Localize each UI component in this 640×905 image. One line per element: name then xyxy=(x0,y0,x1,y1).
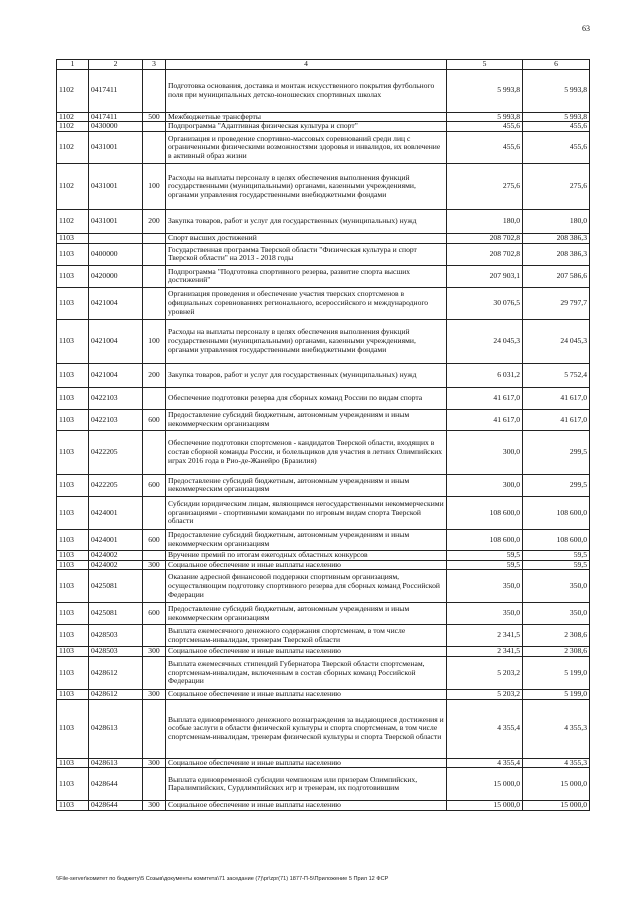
section-code-cell: 1103 xyxy=(57,430,89,474)
target-item-code-cell: 0424002 xyxy=(89,560,143,570)
amount-cell-col6: 4 355,3 xyxy=(523,758,590,768)
expense-type-code-cell: 200 xyxy=(143,210,166,234)
table-row xyxy=(57,319,590,363)
amount-cell-col6: 350,0 xyxy=(523,570,590,603)
table-row xyxy=(57,625,590,647)
table-row xyxy=(57,243,590,265)
expense-type-code-cell: 300 xyxy=(143,758,166,768)
amount-cell-col5: 6 031,2 xyxy=(447,363,523,387)
section-code-cell: 1102 xyxy=(57,132,89,164)
expense-type-code-cell xyxy=(143,387,166,409)
table-row xyxy=(57,474,590,496)
amount-cell-col6: 4 355,3 xyxy=(523,699,590,758)
section-code-cell: 1103 xyxy=(57,801,89,811)
section-code-cell: 1103 xyxy=(57,699,89,758)
amount-cell-col5: 5 203,2 xyxy=(447,657,523,690)
table-row xyxy=(57,164,590,210)
amount-cell-col5: 180,0 xyxy=(447,210,523,234)
amount-cell-col5: 207 903,1 xyxy=(447,265,523,287)
section-code-cell: 1103 xyxy=(57,647,89,657)
target-item-code-cell: 0425081 xyxy=(89,603,143,625)
item-name-cell: Обеспечение подготовки резерва для сборных команд России по видам спорта xyxy=(166,387,447,409)
amount-cell-col6: 5 752,4 xyxy=(523,363,590,387)
item-name-cell: Государственная программа Тверской области "Физическая культура и спорт Тверской области" на 2013 - 2018 годы xyxy=(166,243,447,265)
amount-cell-col6: 5 199,0 xyxy=(523,690,590,700)
item-name-cell: Организация и проведение спортивно-массовых соревнований среди лиц с ограниченными физическими возможностями здоровья и инвалидов, их вовлечение в активный образ жизни xyxy=(166,132,447,164)
amount-cell-col5: 2 341,5 xyxy=(447,625,523,647)
table-row xyxy=(57,287,590,319)
item-name-cell: Выплата ежемесячных стипендий Губернатора Тверской области спортсменам, спортсменам-инвалидам, включенным в состав сборных команд Российской Федерации xyxy=(166,657,447,690)
table-row xyxy=(57,657,590,690)
table-row xyxy=(57,387,590,409)
item-name-cell: Закупка товаров, работ и услуг для государственных (муниципальных) нужд xyxy=(166,210,447,234)
section-code-cell: 1103 xyxy=(57,234,89,244)
expense-type-code-cell: 200 xyxy=(143,363,166,387)
expense-type-code-cell xyxy=(143,768,166,801)
section-code-cell: 1103 xyxy=(57,243,89,265)
expense-type-code-cell xyxy=(143,570,166,603)
column-header-3: 3 xyxy=(143,60,166,70)
amount-cell-col5: 108 600,0 xyxy=(447,529,523,550)
table-row xyxy=(57,699,590,758)
item-name-cell: Социальное обеспечение и иные выплаты населению xyxy=(166,647,447,657)
section-code-cell: 1103 xyxy=(57,474,89,496)
amount-cell-col5: 300,0 xyxy=(447,430,523,474)
item-name-cell: Выплата единовременной субсидии чемпионам или призерам Олимпийских, Паралимпийских, Сурдлимпийских игр и тренерам, их подготовившим xyxy=(166,768,447,801)
target-item-code-cell: 0425081 xyxy=(89,570,143,603)
item-name-cell: Предоставление субсидий бюджетным, автономным учреждениям и иным некоммерческим организациям xyxy=(166,409,447,430)
table-row xyxy=(57,265,590,287)
amount-cell-col6: 2 308,6 xyxy=(523,647,590,657)
expense-type-code-cell: 300 xyxy=(143,560,166,570)
item-name-cell: Предоставление субсидий бюджетным, автономным учреждениям и иным некоммерческим организациям xyxy=(166,529,447,550)
table-row xyxy=(57,768,590,801)
table-row xyxy=(57,69,590,112)
expense-type-code-cell: 500 xyxy=(143,112,166,122)
section-code-cell: 1102 xyxy=(57,164,89,210)
expense-type-code-cell xyxy=(143,657,166,690)
amount-cell-col6: 180,0 xyxy=(523,210,590,234)
amount-cell-col6: 41 617,0 xyxy=(523,387,590,409)
amount-cell-col6: 24 045,3 xyxy=(523,319,590,363)
expense-type-code-cell: 600 xyxy=(143,529,166,550)
section-code-cell: 1103 xyxy=(57,529,89,550)
table-row xyxy=(57,801,590,811)
section-code-cell: 1103 xyxy=(57,560,89,570)
section-code-cell: 1103 xyxy=(57,287,89,319)
item-name-cell: Социальное обеспечение и иные выплаты населению xyxy=(166,560,447,570)
target-item-code-cell: 0428612 xyxy=(89,657,143,690)
amount-cell-col6: 41 617,0 xyxy=(523,409,590,430)
section-code-cell: 1102 xyxy=(57,69,89,112)
section-code-cell: 1103 xyxy=(57,409,89,430)
item-name-cell: Расходы на выплаты персоналу в целях обеспечения выполнения функций государственными (муниципальными) органами, казенными учреждениями, органами управления государственными внебюджетными фондами xyxy=(166,319,447,363)
amount-cell-col6: 108 600,0 xyxy=(523,496,590,529)
item-name-cell: Вручение премий по итогам ежегодных областных конкурсов xyxy=(166,550,447,560)
section-code-cell: 1102 xyxy=(57,210,89,234)
item-name-cell: Подпрограмма "Адаптивная физическая культура и спорт" xyxy=(166,122,447,132)
expense-type-code-cell: 100 xyxy=(143,164,166,210)
target-item-code-cell: 0417411 xyxy=(89,69,143,112)
expense-type-code-cell: 300 xyxy=(143,801,166,811)
amount-cell-col5: 59,5 xyxy=(447,550,523,560)
target-item-code-cell: 0400000 xyxy=(89,243,143,265)
target-item-code-cell: 0430000 xyxy=(89,122,143,132)
table-row xyxy=(57,529,590,550)
column-header-row xyxy=(57,60,590,70)
target-item-code-cell xyxy=(89,234,143,244)
column-header-1: 1 xyxy=(57,60,89,70)
item-name-cell: Подпрограмма "Подготовка спортивного резерва, развитие спорта высших достижений" xyxy=(166,265,447,287)
amount-cell-col5: 59,5 xyxy=(447,560,523,570)
item-name-cell: Выплата ежемесячного денежного содержания спортсменам, в том числе спортсменам-инвалидам, тренерам Тверской области xyxy=(166,625,447,647)
section-code-cell: 1103 xyxy=(57,603,89,625)
target-item-code-cell: 0431001 xyxy=(89,210,143,234)
table-row xyxy=(57,409,590,430)
amount-cell-col5: 208 702,8 xyxy=(447,243,523,265)
amount-cell-col5: 208 702,8 xyxy=(447,234,523,244)
item-name-cell: Закупка товаров, работ и услуг для государственных (муниципальных) нужд xyxy=(166,363,447,387)
amount-cell-col5: 275,6 xyxy=(447,164,523,210)
section-code-cell: 1102 xyxy=(57,122,89,132)
expense-type-code-cell: 600 xyxy=(143,409,166,430)
expense-type-code-cell xyxy=(143,69,166,112)
amount-cell-col5: 300,0 xyxy=(447,474,523,496)
column-header-6: 6 xyxy=(523,60,590,70)
item-name-cell: Подготовка основания, доставка и монтаж искусственного покрытия футбольного поля при муниципальных детско-юношеских спортивных школах xyxy=(166,69,447,112)
amount-cell-col5: 15 000,0 xyxy=(447,801,523,811)
amount-cell-col6: 59,5 xyxy=(523,550,590,560)
item-name-cell: Предоставление субсидий бюджетным, автономным учреждениям и иным некоммерческим организациям xyxy=(166,474,447,496)
table-row xyxy=(57,647,590,657)
amount-cell-col6: 299,5 xyxy=(523,474,590,496)
section-code-cell: 1103 xyxy=(57,550,89,560)
amount-cell-col6: 350,0 xyxy=(523,603,590,625)
amount-cell-col6: 5 993,8 xyxy=(523,112,590,122)
amount-cell-col5: 4 355,4 xyxy=(447,758,523,768)
target-item-code-cell: 0422103 xyxy=(89,387,143,409)
section-code-cell: 1103 xyxy=(57,363,89,387)
amount-cell-col5: 41 617,0 xyxy=(447,387,523,409)
section-code-cell: 1103 xyxy=(57,625,89,647)
amount-cell-col5: 4 355,4 xyxy=(447,699,523,758)
item-name-cell: Межбюджетные трансферты xyxy=(166,112,447,122)
expense-type-code-cell xyxy=(143,287,166,319)
amount-cell-col5: 15 000,0 xyxy=(447,768,523,801)
item-name-cell: Организация проведения и обеспечение участия тверских спортсменов в официальных соревнованиях регионального, всероссийского и международного уровней xyxy=(166,287,447,319)
target-item-code-cell: 0421004 xyxy=(89,287,143,319)
expense-type-code-cell xyxy=(143,122,166,132)
expense-type-code-cell: 300 xyxy=(143,647,166,657)
target-item-code-cell: 0428503 xyxy=(89,625,143,647)
section-code-cell: 1103 xyxy=(57,387,89,409)
section-code-cell: 1103 xyxy=(57,768,89,801)
target-item-code-cell: 0428644 xyxy=(89,801,143,811)
expense-type-code-cell: 300 xyxy=(143,690,166,700)
table-row xyxy=(57,603,590,625)
amount-cell-col6: 208 386,3 xyxy=(523,234,590,244)
amount-cell-col6: 59,5 xyxy=(523,560,590,570)
target-item-code-cell: 0431001 xyxy=(89,132,143,164)
section-code-cell: 1103 xyxy=(57,657,89,690)
expense-type-code-cell: 100 xyxy=(143,319,166,363)
amount-cell-col5: 5 993,8 xyxy=(447,112,523,122)
target-item-code-cell: 0421004 xyxy=(89,363,143,387)
item-name-cell: Обеспечение подготовки спортсменов - кандидатов Тверской области, входящих в состав сборной команды России, и болельщиков для участия в летних Олимпийских играх 2016 года в Рио-де-Жанейро (Бразилия) xyxy=(166,430,447,474)
column-header-4: 4 xyxy=(166,60,447,70)
amount-cell-col5: 5 203,2 xyxy=(447,690,523,700)
target-item-code-cell: 0428613 xyxy=(89,758,143,768)
amount-cell-col6: 108 600,0 xyxy=(523,529,590,550)
amount-cell-col6: 299,5 xyxy=(523,430,590,474)
item-name-cell: Субсидии юридическим лицам, являющимся негосударственными некоммерческими организациями - спортивными командами по игровым видам спорта Тверской области xyxy=(166,496,447,529)
column-header-2: 2 xyxy=(89,60,143,70)
target-item-code-cell: 0428644 xyxy=(89,768,143,801)
expense-type-code-cell xyxy=(143,234,166,244)
table-row xyxy=(57,210,590,234)
expense-type-code-cell: 600 xyxy=(143,603,166,625)
table-row xyxy=(57,560,590,570)
table-body xyxy=(57,69,590,810)
expense-type-code-cell xyxy=(143,625,166,647)
amount-cell-col5: 30 076,5 xyxy=(447,287,523,319)
amount-cell-col5: 455,6 xyxy=(447,122,523,132)
expense-type-code-cell xyxy=(143,550,166,560)
amount-cell-col6: 275,6 xyxy=(523,164,590,210)
section-code-cell: 1103 xyxy=(57,570,89,603)
item-name-cell: Оказание адресной финансовой поддержки спортивным организациям, осуществляющим подготовку спортивного резерва для сборных команд Российской Федерации xyxy=(166,570,447,603)
section-code-cell: 1103 xyxy=(57,690,89,700)
expense-type-code-cell xyxy=(143,496,166,529)
target-item-code-cell: 0421004 xyxy=(89,319,143,363)
table-row xyxy=(57,496,590,529)
item-name-cell: Спорт высших достижений xyxy=(166,234,447,244)
target-item-code-cell: 0420000 xyxy=(89,265,143,287)
expense-type-code-cell xyxy=(143,265,166,287)
amount-cell-col6: 15 000,0 xyxy=(523,801,590,811)
target-item-code-cell: 0422205 xyxy=(89,474,143,496)
item-name-cell: Выплата единовременного денежного вознаграждения за выдающиеся достижения и особые заслуги в области физической культуры и спорта спортсменам, в том числе спортсменам-инвалидам, тренерам физической культуры и спорта Тверской области xyxy=(166,699,447,758)
amount-cell-col5: 350,0 xyxy=(447,603,523,625)
amount-cell-col5: 5 993,8 xyxy=(447,69,523,112)
table-row xyxy=(57,234,590,244)
item-name-cell: Социальное обеспечение и иные выплаты населению xyxy=(166,758,447,768)
item-name-cell: Социальное обеспечение и иные выплаты населению xyxy=(166,801,447,811)
amount-cell-col5: 455,6 xyxy=(447,132,523,164)
file-path-footer: \\File-server\комитет по бюджету\5 Созыв\документы комитета\71 заседание (7)\pr\zpr(71) 1877-П-5\Приложение 5 Прил 12 ФСР xyxy=(56,876,389,882)
target-item-code-cell: 0428613 xyxy=(89,699,143,758)
target-item-code-cell: 0422103 xyxy=(89,409,143,430)
table-row xyxy=(57,570,590,603)
amount-cell-col5: 108 600,0 xyxy=(447,496,523,529)
section-code-cell: 1103 xyxy=(57,758,89,768)
amount-cell-col6: 455,6 xyxy=(523,122,590,132)
amount-cell-col6: 15 000,0 xyxy=(523,768,590,801)
section-code-cell: 1103 xyxy=(57,319,89,363)
target-item-code-cell: 0424001 xyxy=(89,496,143,529)
target-item-code-cell: 0424001 xyxy=(89,529,143,550)
table-row xyxy=(57,758,590,768)
table-row xyxy=(57,132,590,164)
expense-type-code-cell xyxy=(143,699,166,758)
section-code-cell: 1103 xyxy=(57,265,89,287)
amount-cell-col6: 455,6 xyxy=(523,132,590,164)
expense-type-code-cell xyxy=(143,132,166,164)
page-number: 63 xyxy=(582,24,590,33)
amount-cell-col6: 5 993,8 xyxy=(523,69,590,112)
section-code-cell: 1102 xyxy=(57,112,89,122)
amount-cell-col5: 2 341,5 xyxy=(447,647,523,657)
table-row xyxy=(57,122,590,132)
target-item-code-cell: 0424002 xyxy=(89,550,143,560)
amount-cell-col6: 5 199,0 xyxy=(523,657,590,690)
target-item-code-cell: 0422205 xyxy=(89,430,143,474)
table-row xyxy=(57,690,590,700)
budget-table xyxy=(56,59,590,811)
item-name-cell: Расходы на выплаты персоналу в целях обеспечения выполнения функций государственными (муниципальными) органами, казенными учреждениями, органами управления государственными внебюджетными фондами xyxy=(166,164,447,210)
expense-type-code-cell xyxy=(143,243,166,265)
table-row xyxy=(57,550,590,560)
amount-cell-col6: 29 797,7 xyxy=(523,287,590,319)
target-item-code-cell: 0417411 xyxy=(89,112,143,122)
target-item-code-cell: 0431001 xyxy=(89,164,143,210)
table-row xyxy=(57,363,590,387)
section-code-cell: 1103 xyxy=(57,496,89,529)
target-item-code-cell: 0428503 xyxy=(89,647,143,657)
column-header-5: 5 xyxy=(447,60,523,70)
item-name-cell: Предоставление субсидий бюджетным, автономным учреждениям и иным некоммерческим организациям xyxy=(166,603,447,625)
expense-type-code-cell xyxy=(143,430,166,474)
item-name-cell: Социальное обеспечение и иные выплаты населению xyxy=(166,690,447,700)
amount-cell-col6: 208 386,3 xyxy=(523,243,590,265)
amount-cell-col6: 207 586,6 xyxy=(523,265,590,287)
amount-cell-col6: 2 308,6 xyxy=(523,625,590,647)
target-item-code-cell: 0428612 xyxy=(89,690,143,700)
amount-cell-col5: 41 617,0 xyxy=(447,409,523,430)
expense-type-code-cell: 600 xyxy=(143,474,166,496)
table-row xyxy=(57,430,590,474)
amount-cell-col5: 350,0 xyxy=(447,570,523,603)
amount-cell-col5: 24 045,3 xyxy=(447,319,523,363)
